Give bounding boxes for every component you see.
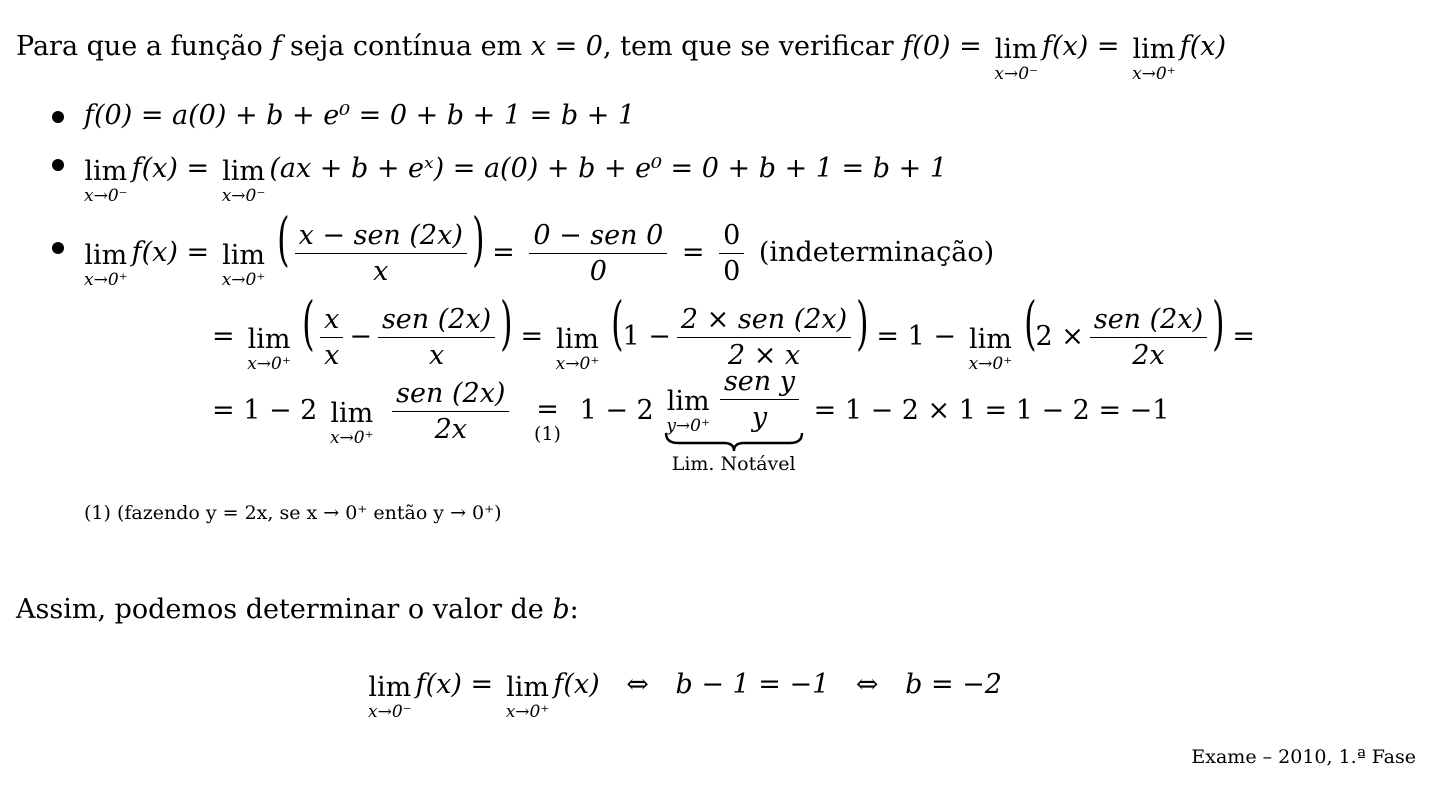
bullet-2-limit: lim x→0⁻ [84, 156, 128, 206]
bullet-dot-2 [52, 159, 64, 171]
bullet-3-fraction-2: $\frac{\text{0 − sen 0}}{0}$ [529, 222, 667, 285]
assim-line [16, 596, 579, 623]
line5-fraction-1: $\frac{\text{sen (2x)}}{2x}$ [392, 380, 509, 443]
line4-limit-2: lim x→0⁺ [555, 324, 600, 374]
line5-limit-2: lim y→0⁺ [666, 386, 710, 436]
line5-limit-1: lim x→0⁺ [329, 398, 374, 448]
line4-fraction-3: $\frac{\text{2 × sen (2x)}}{2 \times x}$ [677, 306, 851, 369]
line4-fraction-4: $\frac{\text{sen (2x)}}{2x}$ [1090, 306, 1207, 369]
line5-end: = 1 − 2 × 1 = 1 − 2 = −1 [813, 395, 1170, 426]
bullet-2-expression: (ax + b + eˣ) = a(0) + b + e⁰ = 0 + b + 1 = b + 1 [269, 153, 947, 184]
line4-limit-3: lim x→0⁺ [968, 324, 1013, 374]
final-fx-right: f(x) [553, 669, 600, 700]
bullet-3-line [80, 205, 995, 290]
derivation-line-3 [212, 366, 1170, 486]
line4-limit-1: lim x→0⁺ [247, 324, 291, 374]
line5-mid: 1 − 2 [579, 395, 654, 426]
line5-fraction-2: $\frac{\text{sen y}}{y}$ [720, 368, 799, 431]
source-label: Exame – 2010, 1.ª Fase [1191, 746, 1416, 768]
intro-line [16, 24, 1227, 84]
footnote: (1) (fazendo y = 2x, se x → 0⁺ então y → 0⁺) [84, 502, 502, 524]
bullet-dot-1 [52, 111, 64, 123]
bullet-3-note: (indeterminação) [758, 237, 995, 268]
final-eq-2: b = −2 [905, 669, 1002, 700]
brace-label: Lim. Notável [671, 453, 796, 475]
bullet-3-fx: f(x) = [131, 237, 210, 268]
intro-text-3: , tem que se verificar [602, 31, 894, 62]
bullet-2-limit-b: lim x→0⁻ [221, 156, 266, 206]
line5-start: = 1 − 2 [212, 395, 318, 426]
paren-close: ) [471, 205, 485, 273]
bullet-3-limit-b: lim x→0⁺ [221, 240, 266, 290]
bullet-2-line [80, 146, 947, 206]
line4-two-times: 2 × [1035, 321, 1084, 352]
paren-open: ( [277, 205, 290, 273]
final-limit-left: lim x→0⁻ [368, 672, 412, 722]
iff-symbol: ⇔ [626, 669, 649, 700]
paren-open: ( [302, 289, 315, 357]
bullet-3-equals-2: = [681, 237, 705, 268]
assim-text: Assim, podemos determinar o valor de [16, 594, 544, 625]
intro-limit-right: lim x→0⁺ [1132, 34, 1176, 84]
line4-one-minus: 1 − [622, 321, 671, 352]
derivation-line-2 [212, 289, 1255, 374]
intro-f: f [271, 31, 282, 62]
line5-equals-ref: = (1) [534, 393, 561, 445]
line4-fraction-1: $\frac{x}{x}$ [320, 306, 343, 369]
intro-fx-left: f(x) [1041, 31, 1089, 62]
paren-close: ) [856, 289, 869, 357]
intro-text-1: Para que a função [16, 31, 263, 62]
final-eq-1: b − 1 = −1 [675, 669, 830, 700]
bullet-dot-3 [52, 242, 64, 254]
assim-colon: : [569, 594, 579, 625]
paren-open: ( [610, 289, 624, 357]
line4-equals: = [212, 321, 235, 352]
intro-fx-right: f(x) [1179, 31, 1227, 62]
paren-close: ) [1212, 289, 1225, 357]
final-limit-right: lim x→0⁺ [505, 672, 550, 722]
paren-close: ) [500, 289, 513, 357]
line4-tail: = [1232, 321, 1255, 352]
paren-open: ( [1023, 289, 1037, 357]
assim-b: b [552, 594, 570, 625]
iff-symbol-2: ⇔ [855, 669, 879, 700]
bullet-1-expression: f(0) = a(0) + b + e⁰ = 0 + b + 1 = b + 1 [84, 100, 636, 131]
intro-limit-left: lim x→0⁻ [994, 34, 1038, 84]
bullet-3-fraction-1: $\frac{\text{x − sen (2x)}}{x}$ [295, 222, 467, 285]
line4-fraction-2: $\frac{\text{sen (2x)}}{x}$ [378, 306, 495, 369]
intro-condition: x = 0 [530, 31, 603, 62]
bullet-3-equals-1: = [492, 237, 515, 268]
bullet-3-fraction-3: $\frac{0}{0}$ [719, 222, 744, 285]
line4-eq-one-minus: = 1 − [876, 321, 956, 352]
line4-minus: − [349, 321, 372, 352]
line4-equals-2: = [520, 321, 544, 352]
intro-text-2: seja contínua em [289, 31, 523, 62]
bullet-2-fx: f(x) = [131, 153, 210, 184]
final-fx-left: f(x) = [415, 669, 494, 700]
intro-lhs: f(0) = [902, 31, 982, 62]
bullet-3-limit: lim x→0⁺ [84, 240, 128, 290]
final-equation [364, 662, 1002, 722]
notable-limit-group [662, 368, 805, 474]
intro-equals: = [1096, 31, 1120, 62]
